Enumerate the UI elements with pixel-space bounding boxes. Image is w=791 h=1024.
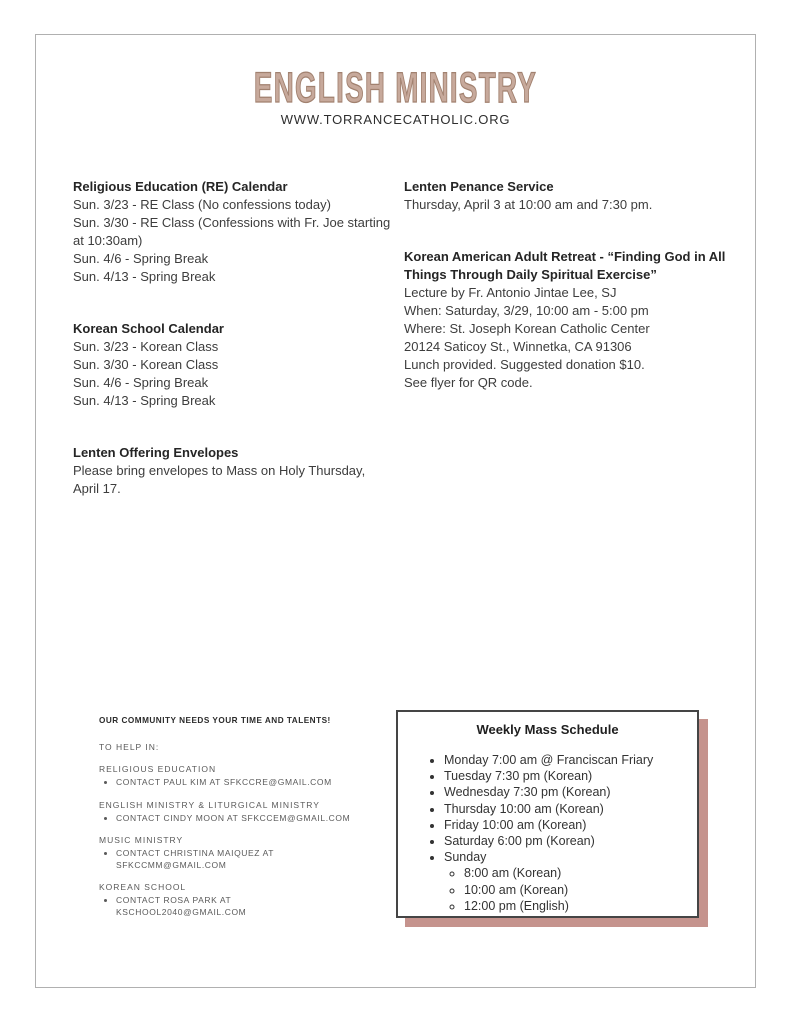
penance-service-lines xyxy=(404,196,739,214)
lenten-envelopes-title: Lenten Offering Envelopes xyxy=(73,445,239,460)
ministry-group xyxy=(99,764,389,789)
calendar-line: Sun. 3/30 - RE Class (Confessions with Fr. Joe starting at 10:30am) xyxy=(73,215,391,248)
section-adult-retreat xyxy=(404,248,739,392)
calendar-line: Sun. 3/23 - RE Class (No confessions today) xyxy=(73,197,331,212)
sunday-times-list xyxy=(444,865,697,914)
left-column xyxy=(73,178,393,498)
contact-list xyxy=(99,895,389,918)
contact-lines xyxy=(116,813,389,825)
page-header xyxy=(0,66,791,127)
adult-retreat-lines xyxy=(404,284,739,392)
calendar-line: Sun. 4/6 - Spring Break xyxy=(73,375,209,390)
calendar-line: Sun. 4/13 - Spring Break xyxy=(73,269,216,284)
calendar-line: Sun. 4/6 - Spring Break xyxy=(73,251,209,266)
ministry-group-title: RELIGIOUS EDUCATION xyxy=(99,764,217,774)
mass-schedule-item: • Tuesday 7:30 pm (Korean) xyxy=(444,768,697,784)
weekly-mass-schedule-box xyxy=(396,710,699,918)
ministry-group-title: MUSIC MINISTRY xyxy=(99,835,184,845)
mass-schedule-title: Weekly Mass Schedule xyxy=(476,722,619,737)
contact-line: • CONTACT CHRISTINA MAIQUEZ AT xyxy=(116,848,275,858)
section-re-calendar xyxy=(73,178,393,286)
community-volunteer-section xyxy=(99,715,389,918)
contact-item xyxy=(116,848,389,871)
ministry-group-title: KOREAN SCHOOL xyxy=(99,882,187,892)
adult-retreat-title: Korean American Adult Retreat - “Finding God in All Things Through Daily Spiritual Exercise” xyxy=(404,249,726,282)
body-line: See flyer for QR code. xyxy=(404,375,533,390)
body-line: Lunch provided. Suggested donation $10. xyxy=(404,357,645,372)
calendar-line: Sun. 3/30 - Korean Class xyxy=(73,357,219,372)
korean-school-title: Korean School Calendar xyxy=(73,321,224,336)
ministry-group xyxy=(99,835,389,871)
body-line: Lecture by Fr. Antonio Jintae Lee, SJ xyxy=(404,285,617,300)
right-column xyxy=(404,178,739,392)
mass-schedule-item: • Wednesday 7:30 pm (Korean) xyxy=(444,784,697,800)
contact-lines xyxy=(116,848,389,871)
mass-schedule-item: • Saturday 6:00 pm (Korean) xyxy=(444,833,697,849)
ministry-group-title: ENGLISH MINISTRY & LITURGICAL MINISTRY xyxy=(99,799,320,810)
section-penance-service xyxy=(404,178,739,214)
sunday-time-item: ◦ 12:00 pm (English) xyxy=(464,898,697,914)
sunday-label: Sunday xyxy=(444,850,487,865)
section-lenten-envelopes xyxy=(73,444,393,498)
ministry-groups xyxy=(99,764,389,918)
lenten-envelopes-lines xyxy=(73,462,393,498)
re-calendar-lines xyxy=(73,196,393,286)
ministry-group xyxy=(99,800,389,825)
page-title: ENGLISH MINISTRY xyxy=(253,64,538,112)
mass-schedule-item-sunday xyxy=(444,849,697,914)
korean-school-lines xyxy=(73,338,393,410)
contact-line: • CONTACT CINDY MOON AT SFKCCEM@GMAIL.COM xyxy=(116,812,351,823)
sunday-time-item: ◦ 10:00 am (Korean) xyxy=(464,882,697,898)
to-help-in-label: TO HELP IN: xyxy=(99,742,160,752)
contact-line: KSCHOOL2040@GMAIL.COM xyxy=(116,906,247,917)
ministry-group xyxy=(99,882,389,918)
contact-line: • CONTACT PAUL KIM AT SFKCCRE@GMAIL.COM xyxy=(116,777,332,787)
mass-schedule-sunday xyxy=(398,849,697,914)
body-line: When: Saturday, 3/29, 10:00 am - 5:00 pm xyxy=(404,303,649,318)
re-calendar-title: Religious Education (RE) Calendar xyxy=(73,179,288,194)
penance-service-title: Lenten Penance Service xyxy=(404,179,554,194)
contact-line: • CONTACT ROSA PARK AT xyxy=(116,895,232,905)
body-line: Thursday, April 3 at 10:00 am and 7:30 pm. xyxy=(404,197,653,212)
contact-list xyxy=(99,848,389,871)
contact-line: SFKCCMM@GMAIL.COM xyxy=(116,859,227,870)
body-line: Please bring envelopes to Mass on Holy Thursday, April 17. xyxy=(73,463,366,496)
sunday-time-item: ◦ 8:00 am (Korean) xyxy=(464,865,697,881)
body-line: 20124 Saticoy St., Winnetka, CA 91306 xyxy=(404,339,632,354)
mass-schedule-item: • Thursday 10:00 am (Korean) xyxy=(444,801,697,817)
contact-list xyxy=(99,813,389,825)
contact-lines xyxy=(116,895,389,918)
contact-item xyxy=(116,813,389,825)
calendar-line: Sun. 4/13 - Spring Break xyxy=(73,393,216,408)
website-url: WWW.TORRANCECATHOLIC.ORG xyxy=(280,112,511,127)
contact-list xyxy=(99,777,389,789)
community-heading: OUR COMMUNITY NEEDS YOUR TIME AND TALENTS! xyxy=(99,716,331,725)
contact-item xyxy=(116,895,389,918)
mass-schedule-item: • Monday 7:00 am @ Franciscan Friary xyxy=(444,752,697,768)
contact-lines xyxy=(116,777,389,789)
section-korean-school xyxy=(73,320,393,410)
mass-schedule-item: • Friday 10:00 am (Korean) xyxy=(444,817,697,833)
mass-schedule-list xyxy=(398,752,697,849)
contact-item xyxy=(116,777,389,789)
calendar-line: Sun. 3/23 - Korean Class xyxy=(73,339,219,354)
body-line: Where: St. Joseph Korean Catholic Center xyxy=(404,321,650,336)
